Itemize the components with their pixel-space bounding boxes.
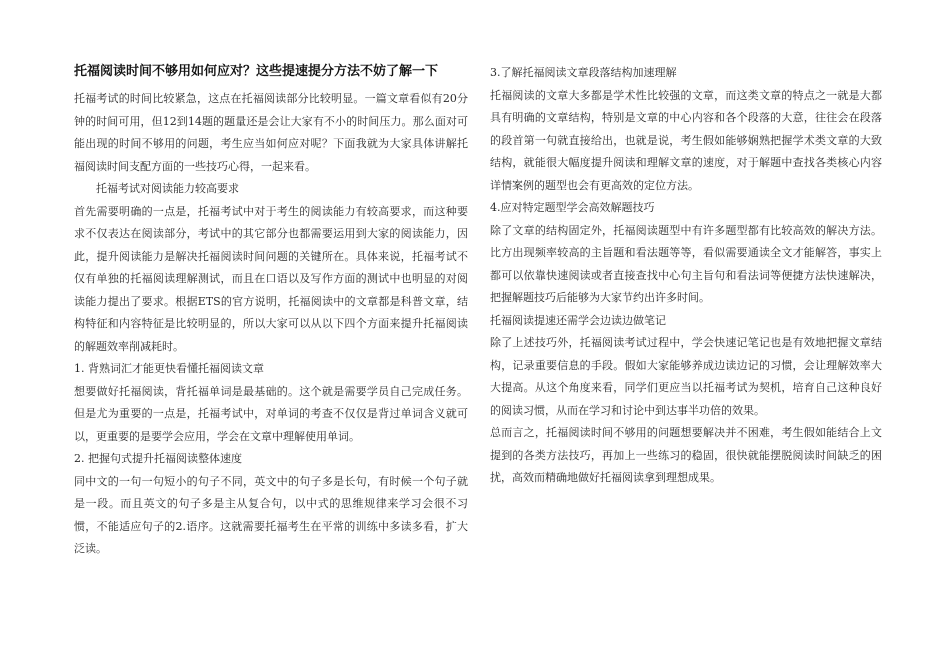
paragraph-sentence: 同中文的一句一句短小的句子不同，英文中的句子多是长句，有时候一个句子就是一段。而且英文的句子多是主从复合句，以中式的思维规律来学习会很不习惯，不能适应句子的2.语序。这就需要托福考生在平常的训练中多读多看，扩大泛读。 (74, 474, 468, 555)
paragraph-structure: 托福阅读的文章大多都是学术性比较强的文章，而这类文章的特点之一就是大都具有明确的文章结构，特别是文章的中心内容和各个段落的大意，往往会在段落的段首第一句就直接给出，也就是说，考生假如能够娴熟把握学术类文章的大致结构，就能很大幅度提升阅读和理解文章的速度，对于解题中查找各类核心内容详情案例的题型也会有更高效的定位方法。 (490, 88, 882, 192)
right-column (490, 62, 882, 490)
section-paragraph: 首先需要明确的一点是，托福考试中对于考生的阅读能力有较高要求，而这种要求不仅表达在阅读部分，考试中的其它部分也都需要运用到大家的阅读能力，因此，提升阅读能力是解决托福阅读时间问题的关键所在。具体来说，托福考试不仅有单独的托福阅读理解测试，而且在口语以及写作方面的测试中也明显的对阅读能力提出了要求。根据ETS的官方说明，托福阅读中的文章都是科普文章，结构特征和内容特征是比较明显的，所以大家可以从以下四个方面来提升托福阅读的解题效率削减耗时。 (74, 204, 468, 353)
heading-structure: 3.了解托福阅读文章段落结构加速理解 (490, 66, 677, 79)
article-title: 托福阅读时间不够用如何应对？这些提速提分方法不妨了解一下 (74, 64, 439, 79)
section-heading: 托福考试对阅读能力较高要求 (96, 182, 239, 195)
paragraph-notes: 除了上述技巧外，托福阅读考试过程中，学会快速记笔记也是有效地把握文章结构，记录重要信息的手段。假如大家能够养成边读边记的习惯，会让理解效率大大提高。从这个角度来看，同学们更应当以托福考试为契机，培育自己这种良好的阅读习惯，从而在学习和讨论中到达事半功倍的效果。 (490, 336, 882, 417)
paragraph-vocabulary: 想要做好托福阅读，背托福单词是最基础的。这个就是需要学员自己完成任务。但是尤为重要的一点是，托福考试中，对单词的考查不仅仅是背过单词含义就可以，更重要的是要学会应用，学会在文章中理解使用单词。 (74, 384, 468, 443)
paragraph-conclusion: 总而言之，托福阅读时间不够用的问题想要解决并不困难，考生假如能结合上文提到的各类方法技巧，再加上一些练习的稳固，很快就能摆脱阅读时间缺乏的困扰，高效而精确地做好托福阅读拿到理想成果。 (490, 426, 882, 484)
heading-vocabulary: 1. 背熟词汇才能更快看懂托福阅读文章 (74, 362, 264, 375)
left-column (74, 62, 468, 561)
paragraph-question-types: 除了文章的结构固定外，托福阅读题型中有许多题型都有比较高效的解决方法。比方出现频率较高的主旨题和看法题等等，看似需要通读全文才能解答，事实上都可以依靠快速阅读或者直接查找中心句主旨句和看法词等便捷方法快速解决，把握解题技巧后能够为大家节约出许多时间。 (490, 223, 882, 304)
intro-paragraph: 托福考试的时间比较紧急，这点在托福阅读部分比较明显。一篇文章看似有20分钟的时间可用，但12到14题的题量还是会让大家有不小的时间压力。那么面对可能出现的时间不够用的问题，考生应当如何应对呢？下面我就为大家具体讲解托福阅读时间支配方面的一些技巧心得，一起来看。 (74, 92, 468, 173)
heading-sentence: 2. 把握句式提升托福阅读整体速度 (74, 452, 242, 465)
heading-notes: 托福阅读提速还需学会边读边做笔记 (490, 313, 666, 327)
heading-question-types: 4.应对特定题型学会高效解题技巧 (490, 201, 655, 214)
